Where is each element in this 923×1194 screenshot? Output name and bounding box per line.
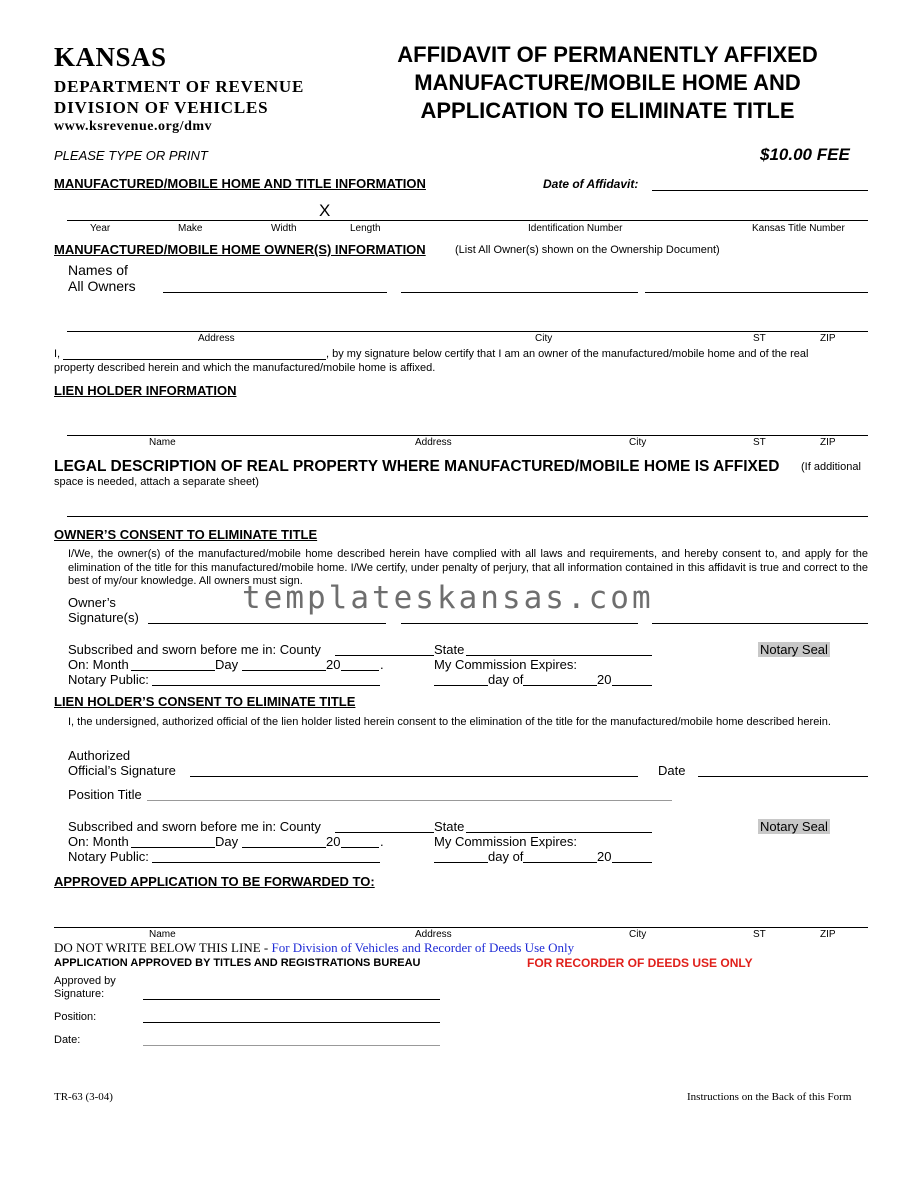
notary1-expire-year-field[interactable] bbox=[612, 685, 652, 686]
notary2-state-label: State bbox=[434, 819, 465, 834]
notary1-subscribed-label: Subscribed and sworn before me in: County bbox=[68, 642, 321, 657]
owner-name-field-2[interactable] bbox=[401, 292, 638, 293]
notary1-day-of-label: day of bbox=[488, 672, 524, 687]
legal-note: (If additional bbox=[801, 461, 861, 473]
approved-by-label-1: Approved by bbox=[54, 975, 116, 987]
width-length-x: X bbox=[319, 201, 331, 220]
notary1-state-label: State bbox=[434, 642, 465, 657]
owner-info-note: (List All Owner(s) shown on the Ownership Document) bbox=[455, 244, 720, 256]
lien-label-name: Name bbox=[149, 437, 176, 448]
authorized-signature-field[interactable] bbox=[190, 776, 638, 777]
notary1-state-field[interactable] bbox=[466, 655, 652, 656]
lien-info-heading: LIEN HOLDER INFORMATION bbox=[54, 383, 237, 398]
position-field[interactable] bbox=[143, 1022, 440, 1023]
lien-label-address: Address bbox=[415, 437, 452, 448]
notary2-expire-day-field[interactable] bbox=[434, 862, 488, 863]
notary1-20b-label: 20 bbox=[597, 672, 612, 687]
certify-prefix: I, bbox=[54, 348, 61, 360]
authorized-label-2: Official’s Signature bbox=[68, 763, 176, 778]
approved-heading: APPROVED APPLICATION TO BE FORWARDED TO: bbox=[54, 874, 375, 889]
lien-label-zip: ZIP bbox=[820, 437, 836, 448]
notary2-20b-label: 20 bbox=[597, 849, 612, 864]
approved-label-city: City bbox=[629, 929, 647, 940]
form-id: TR-63 (3-04) bbox=[54, 1091, 113, 1103]
approved-label-st: ST bbox=[753, 929, 766, 940]
notary2-month-label: On: Month bbox=[68, 834, 129, 849]
form-title-line-2: MANUFACTURE/MOBILE HOME AND bbox=[414, 70, 801, 95]
notary2-day-of-label: day of bbox=[488, 849, 524, 864]
notary1-public-field[interactable] bbox=[152, 685, 380, 686]
date-of-affidavit-label: Date of Affidavit: bbox=[543, 177, 639, 191]
notary2-public-field[interactable] bbox=[152, 862, 380, 863]
names-label-line-1: Names of bbox=[68, 262, 128, 278]
notary2-subscribed-label: Subscribed and sworn before me in: County bbox=[68, 819, 321, 834]
owner-label-zip: ZIP bbox=[820, 333, 836, 344]
notary1-day-label: Day bbox=[215, 657, 239, 672]
notary1-seal: Notary Seal bbox=[760, 642, 828, 657]
recorder-use-heading: FOR RECORDER OF DEEDS USE ONLY bbox=[527, 956, 753, 970]
instructions-note: Instructions on the Back of this Form bbox=[687, 1091, 852, 1103]
lien-holder-field[interactable] bbox=[67, 435, 868, 436]
watermark-text: templateskansas.com bbox=[242, 580, 654, 616]
names-label-line-2: All Owners bbox=[68, 278, 136, 294]
lien-date-field[interactable] bbox=[698, 776, 868, 777]
lien-date-label: Date bbox=[658, 763, 686, 778]
notary2-state-field[interactable] bbox=[466, 832, 652, 833]
forward-to-field[interactable] bbox=[54, 927, 868, 928]
owner-signature-field-3[interactable] bbox=[652, 623, 868, 624]
notary2-20-label: 20 bbox=[326, 834, 341, 849]
owner-signature-field-1[interactable] bbox=[148, 623, 386, 624]
notary2-day-label: Day bbox=[215, 834, 239, 849]
owner-signature-field-2[interactable] bbox=[401, 623, 638, 624]
do-not-write-text: DO NOT WRITE BELOW THIS LINE - bbox=[54, 940, 272, 955]
owner-consent-heading: OWNER’S CONSENT TO ELIMINATE TITLE bbox=[54, 527, 318, 542]
form-title-line-1: AFFIDAVIT OF PERMANENTLY AFFIXED bbox=[397, 42, 818, 67]
notary2-expire-year-field[interactable] bbox=[612, 862, 652, 863]
lien-consent-heading: LIEN HOLDER’S CONSENT TO ELIMINATE TITLE bbox=[54, 694, 356, 709]
fee-amount: $10.00 FEE bbox=[760, 145, 850, 164]
notary2-period: . bbox=[380, 834, 384, 849]
notary1-public-label: Notary Public: bbox=[68, 672, 149, 687]
notary1-county-field[interactable] bbox=[335, 655, 434, 656]
authorized-label-1: Authorized bbox=[68, 748, 131, 763]
notary2-day-field[interactable] bbox=[242, 847, 326, 848]
owner-signature-label-2: Signature(s) bbox=[68, 610, 139, 625]
label-width: Width bbox=[271, 223, 297, 234]
notary2-expire-month-field[interactable] bbox=[523, 862, 597, 863]
label-kansas-title-number: Kansas Title Number bbox=[752, 223, 845, 234]
notary1-year-field[interactable] bbox=[341, 670, 379, 671]
lien-consent-text: I, the undersigned, authorized official of the lien holder listed herein consent to the elimination of the title for the manufactured/mobile home described herein. bbox=[68, 716, 831, 728]
department-name: DEPARTMENT OF REVENUE bbox=[54, 77, 305, 96]
lien-label-city: City bbox=[629, 437, 647, 448]
owner-consent-text: I/We, the owner(s) of the manufactured/mobile home described herein have complied with all laws and requirements, and hereby consent to, and apply for the elimination of the title for this manufactured/mobile home. I/We certify, under penalty of perjury, that all information contained in this affidavit is true and correct to the best of my/our knowledge. All owners must sign. bbox=[68, 548, 868, 587]
notary2-county-field[interactable] bbox=[335, 832, 434, 833]
owner-label-city: City bbox=[535, 333, 553, 344]
label-year: Year bbox=[90, 223, 111, 234]
do-not-write-line bbox=[54, 940, 574, 956]
home-info-heading: MANUFACTURED/MOBILE HOME AND TITLE INFORMATION bbox=[54, 176, 426, 191]
date-field[interactable] bbox=[143, 1045, 440, 1046]
form-title-line-3: APPLICATION TO ELIMINATE TITLE bbox=[420, 98, 795, 123]
lien-label-st: ST bbox=[753, 437, 766, 448]
legal-heading: LEGAL DESCRIPTION OF REAL PROPERTY WHERE MANUFACTURED/MOBILE HOME IS AFFIXED bbox=[54, 458, 780, 475]
date-label: Date: bbox=[54, 1034, 81, 1046]
approved-label-address: Address bbox=[415, 929, 452, 940]
approved-label-name: Name bbox=[149, 929, 176, 940]
label-make: Make bbox=[178, 223, 203, 234]
position-title-field[interactable] bbox=[147, 800, 672, 801]
owner-name-field-1[interactable] bbox=[163, 292, 387, 293]
website-url: www.ksrevenue.org/dmv bbox=[54, 119, 213, 134]
notary1-month-label: On: Month bbox=[68, 657, 129, 672]
certify-text: , by my signature below certify that I am an owner of the manufactured/mobile home and of the real bbox=[326, 348, 809, 360]
notary2-month-field[interactable] bbox=[131, 847, 215, 848]
owner-address-field[interactable] bbox=[67, 331, 868, 332]
notary1-expire-month-field[interactable] bbox=[523, 685, 597, 686]
form-title bbox=[365, 41, 850, 125]
certify-name-field[interactable] bbox=[63, 359, 326, 360]
notary1-period: . bbox=[380, 657, 384, 672]
notary1-20-label: 20 bbox=[326, 657, 341, 672]
owner-label-st: ST bbox=[753, 333, 766, 344]
notary1-day-field[interactable] bbox=[242, 670, 326, 671]
date-of-affidavit-field[interactable] bbox=[652, 190, 868, 191]
owner-info-heading: MANUFACTURED/MOBILE HOME OWNER(S) INFORMATION bbox=[54, 242, 426, 257]
notary2-public-label: Notary Public: bbox=[68, 849, 149, 864]
approved-by-signature-field[interactable] bbox=[143, 999, 440, 1000]
notary1-expire-day-field[interactable] bbox=[434, 685, 488, 686]
approved-label-zip: ZIP bbox=[820, 929, 836, 940]
notary1-commission-label: My Commission Expires: bbox=[434, 657, 578, 672]
position-title-label: Position Title bbox=[68, 787, 142, 802]
label-length: Length bbox=[350, 223, 381, 234]
please-type-note: PLEASE TYPE OR PRINT bbox=[54, 148, 208, 163]
position-label: Position: bbox=[54, 1011, 97, 1023]
notary2-seal: Notary Seal bbox=[760, 819, 828, 834]
owner-label-address: Address bbox=[198, 333, 235, 344]
approved-by-label-2: Signature: bbox=[54, 988, 105, 1000]
notary2-commission-label: My Commission Expires: bbox=[434, 834, 578, 849]
division-name: DIVISION OF VEHICLES bbox=[54, 98, 269, 117]
legal-note-2: space is needed, attach a separate sheet) bbox=[54, 476, 259, 488]
notary2-year-field[interactable] bbox=[341, 847, 379, 848]
certify-text-2: property described herein and which the manufactured/mobile home is affixed. bbox=[54, 362, 436, 374]
bureau-approval-heading: APPLICATION APPROVED BY TITLES AND REGISTRATIONS BUREAU bbox=[54, 957, 421, 969]
owner-name-field-3[interactable] bbox=[645, 292, 868, 293]
state-name: KANSAS bbox=[54, 42, 167, 72]
legal-description-field[interactable] bbox=[67, 516, 868, 517]
notary1-month-field[interactable] bbox=[131, 670, 215, 671]
home-info-field-line[interactable] bbox=[67, 220, 868, 221]
division-use-text: For Division of Vehicles and Recorder of Deeds Use Only bbox=[271, 940, 575, 955]
label-identification-number: Identification Number bbox=[528, 223, 623, 234]
owner-signature-label-1: Owner’s bbox=[68, 595, 116, 610]
